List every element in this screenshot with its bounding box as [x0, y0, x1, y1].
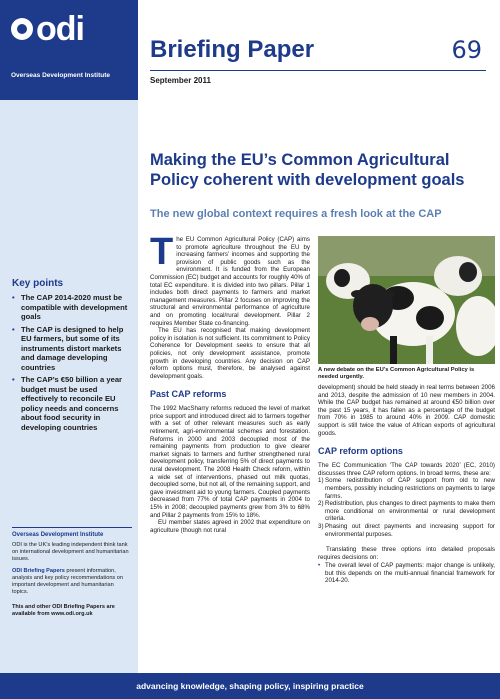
- reform-option: [318, 477, 495, 500]
- key-points-title: Key points: [12, 278, 64, 289]
- briefing-description: [12, 568, 130, 596]
- about-heading: Overseas Development Institute: [12, 532, 104, 538]
- reform-option: [318, 500, 495, 523]
- option-number: 1): [318, 477, 324, 485]
- key-points-list: [12, 293, 132, 435]
- sidebar-divider: [12, 527, 132, 528]
- odi-logo-text: odi: [36, 10, 84, 48]
- intro-paragraph-2: The EU has recognised that making development policy in isolation is not sufficient. Its commitment to Policy Coherence for Development seeks to ensure that all policies, not only development assistance, promote growth in developing countries. Any decision on CAP reform options must, therefore, be analysed against development goals.: [150, 327, 310, 380]
- past-reforms-paragraph-1: The 1992 MacSharry reforms reduced the level of market price support and introduced direct aid to farmers together with a set of other relevant measures such as early retirement, agri-environmental schemes and forestation. Reforms in 2000 and 2003 decoupled most of the remaining payments from production to give clearer market signals to farmers and further strengthened rural development policy, transferring 5% of direct payments to rural development. The 2008 Health Check reform, within a wide set of interventions, phased out milk quotas, decoupled some, but not all, of the remaining support, and gave investment aid to young farmers. Coupled payments decreased from 77% of total CAP payments in 2004 to 15% in 2008; decoupled payments grew from 3% to 68% and Pillar 2 payments from 15% to 18%.: [150, 405, 310, 519]
- cows-photo: [318, 236, 495, 364]
- issue-number: 69: [451, 36, 482, 64]
- briefing-rest: present information, analysis and key policy recommendations on important development and humanitarian topics.: [12, 568, 124, 595]
- header: [0, 0, 500, 100]
- body-column-1: [150, 231, 310, 534]
- reform-options-intro: The EC Communication ‘The CAP towards 2020’ (EC, 2010) discusses three CAP reform options. In broad terms, these are:: [318, 462, 495, 477]
- drop-cap: T: [150, 231, 174, 273]
- key-point: • The CAP is designed to help EU farmers, but some of its instruments distort markets and damage developing countries: [12, 325, 132, 373]
- cows-illustration: [318, 236, 495, 364]
- key-point: • The CAP’s €50 billion a year budget must be used effectively to reconcile EU policy needs and concerns about food security in developing countries: [12, 375, 132, 432]
- publication-date: September 2011: [150, 76, 211, 85]
- option-text: Some redistribution of CAP support from old to new members, possibly including restrictions on payments to large farms.: [325, 477, 495, 500]
- about-text: ODI is the UK’s leading independent think tank on international development and humanitarian issues.: [12, 542, 129, 562]
- past-reforms-heading: Past CAP reforms: [150, 389, 227, 400]
- footer-tagline: advancing knowledge, shaping policy, inspiring practice: [136, 681, 364, 691]
- translate-paragraph: Translating these three options into detailed proposals requires decisions on:: [318, 546, 495, 561]
- footer: [0, 673, 500, 699]
- option-number: 3): [318, 522, 324, 530]
- reform-option: [318, 523, 495, 538]
- org-name: Overseas Development Institute: [11, 72, 110, 79]
- intro-paragraph-1: he EU Common Agricultural Policy (CAP) aims to promote agriculture throughout the EU by increasing farmers’ incomes and supporting the provision of public goods such as the environment. It is funded from the European Commission (EC) budget and accounts for roughly 40% of total EC expenditure. It is divided into two pillars. Pillar 1 includes both direct payments to farmers and market management measures. Pillar 2 focuses on improving the structural and environmental performance of agriculture and on promoting local/rural development. Pillar 2 requires Member State co-financing.: [150, 236, 310, 327]
- photo-caption: A new debate on the EU’s Common Agricultural Policy is needed urgently.: [318, 367, 475, 380]
- decision-item: • The overall level of CAP payments: major change is unlikely, but this depends on the multi-annual financial framework for 2014-20.: [318, 562, 495, 585]
- reform-options-list: [318, 477, 495, 538]
- article-title: Making the EU’s Common Agricultural Policy coherent with development goals: [150, 151, 465, 189]
- briefing-lead: ODI Briefing Papers: [12, 568, 65, 574]
- publication-title: Briefing Paper: [150, 36, 315, 63]
- option-text: Redistribution, plus changes to direct payments to make them more conditional on environmental or rural development criteria.: [325, 500, 495, 523]
- availability-note[interactable]: This and other ODI Briefing Papers are available from www.odi.org.uk: [12, 604, 115, 617]
- key-point: • The CAP 2014-2020 must be compatible with development goals: [12, 293, 132, 322]
- odi-globe-icon: [11, 18, 33, 40]
- option-number: 2): [318, 500, 324, 508]
- header-divider: [150, 70, 486, 71]
- column-2-paragraph-1: development) should be held steady in real terms between 2006 and 2013, despite the admission of 10 new members in 2004. While the CAP budget has remained at around €50 billion over the past 15 years, it has fallen as a percentage of the budget from 70% in 1985 to around 40% in 2009. CAP domestic support is still twice the value of African exports of agricultural goods.: [318, 384, 495, 437]
- body-column-2: [318, 384, 495, 585]
- odi-logo-block[interactable]: [0, 0, 138, 100]
- past-reforms-paragraph-2: EU member states agreed in 2002 that expenditure on agriculture (though not rural: [150, 519, 310, 534]
- article-subtitle: The new global context requires a fresh look at the CAP: [150, 208, 442, 220]
- option-text: Phasing out direct payments and increasing support for environmental purposes.: [325, 522, 495, 538]
- decisions-list: [318, 562, 495, 585]
- reform-options-heading: CAP reform options: [318, 446, 403, 457]
